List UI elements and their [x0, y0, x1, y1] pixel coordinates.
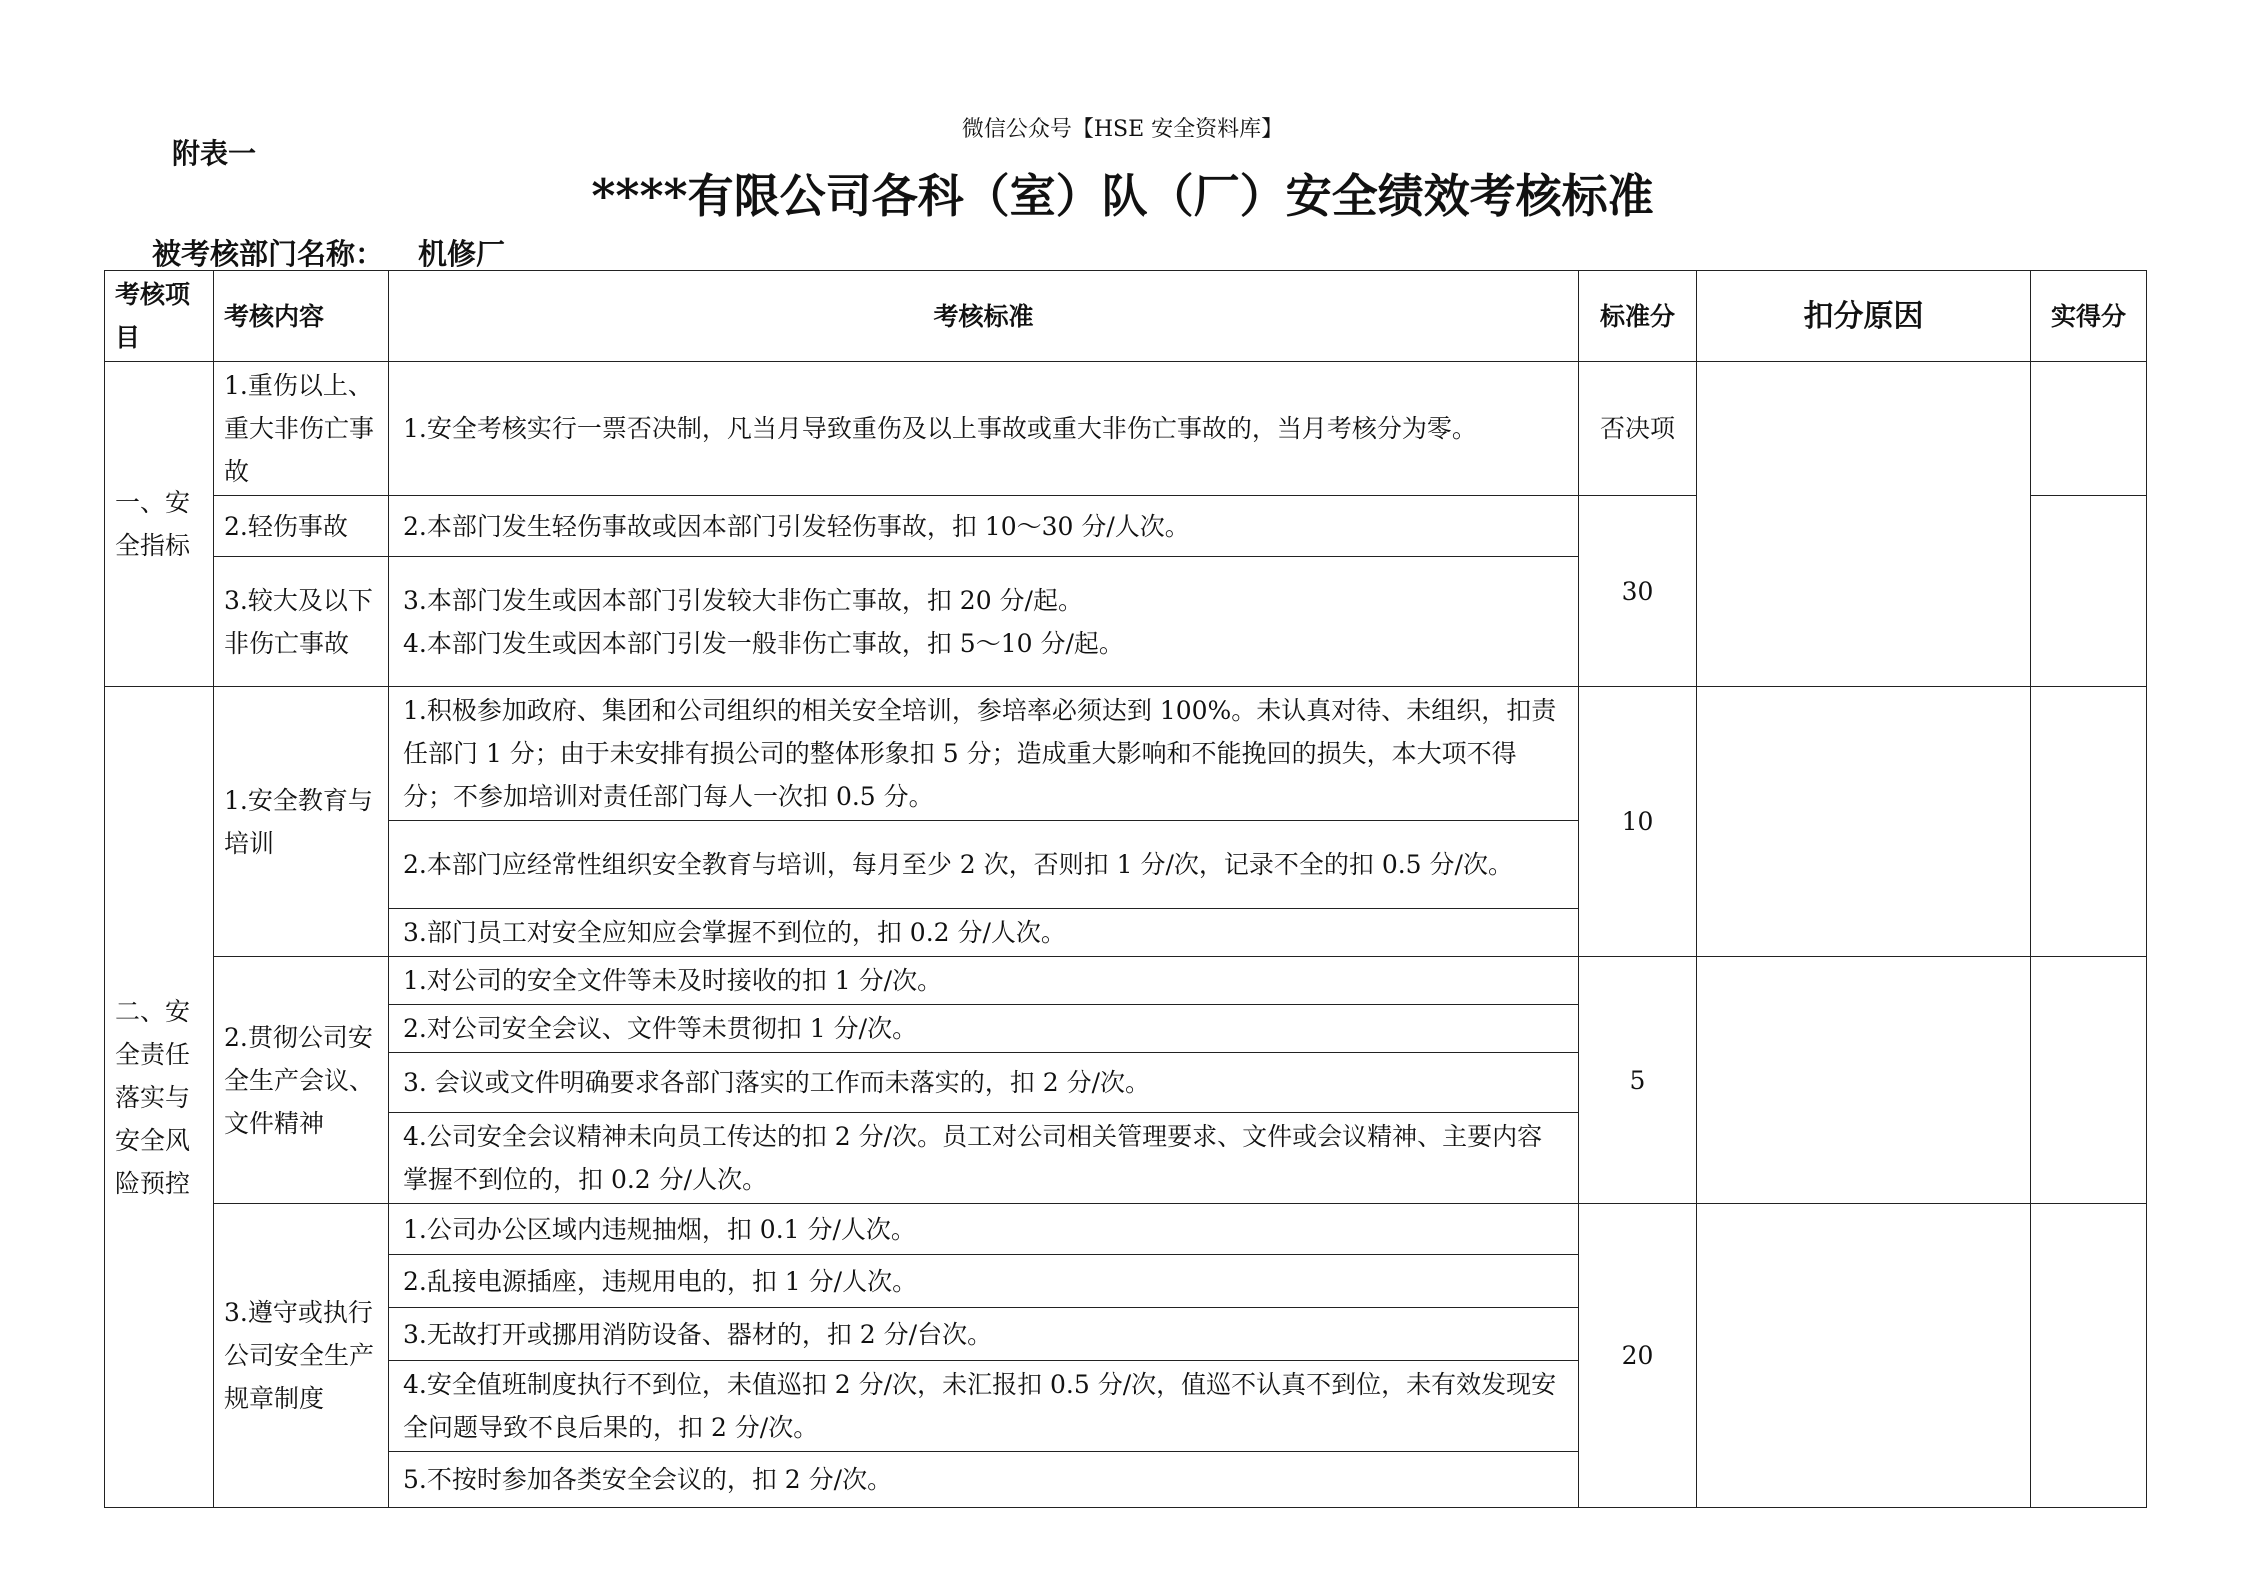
table-row — [105, 362, 2147, 496]
table-row — [105, 1204, 2147, 1255]
standard-text: 2.乱接电源插座，违规用电的，扣 1 分/人次。 — [389, 1255, 1579, 1308]
standard-text: 3.无故打开或挪用消防设备、器材的，扣 2 分/台次。 — [389, 1308, 1579, 1361]
section-name: 二、安全责任落实与安全风险预控 — [105, 687, 214, 1508]
content-label: 2.贯彻公司安全生产会议、文件精神 — [214, 957, 389, 1204]
header-score: 标准分 — [1579, 271, 1697, 362]
content-label: 3.较大及以下非伤亡事故 — [214, 557, 389, 687]
standard-score: 20 — [1579, 1204, 1697, 1508]
department-line — [152, 232, 505, 273]
content-label: 1.安全教育与培训 — [214, 687, 389, 957]
actual-score-cell — [2031, 957, 2147, 1204]
standard-text: 2.本部门发生轻伤事故或因本部门引发轻伤事故，扣 10～30 分/人次。 — [389, 496, 1579, 557]
standard-text: 2.对公司安全会议、文件等未贯彻扣 1 分/次。 — [389, 1005, 1579, 1053]
content-label: 2.轻伤事故 — [214, 496, 389, 557]
header-row — [105, 271, 2147, 362]
deduction-reason-cell — [1697, 1204, 2031, 1508]
standard-text: 4.安全值班制度执行不到位，未值巡扣 2 分/次，未汇报扣 0.5 分/次，值巡不认真不到位，未有效发现安全问题导致不良后果的，扣 2 分/次。 — [389, 1361, 1579, 1452]
deduction-reason-cell — [1697, 362, 2031, 687]
standard-score: 10 — [1579, 687, 1697, 957]
table-row — [105, 687, 2147, 821]
header-actual: 实得分 — [2031, 271, 2147, 362]
deduction-reason-cell — [1697, 957, 2031, 1204]
section-name: 一、安全指标 — [105, 362, 214, 687]
watermark-text: 微信公众号【HSE 安全资料库】 — [961, 117, 1284, 142]
standard-text: 1.对公司的安全文件等未及时接收的扣 1 分/次。 — [389, 957, 1579, 1005]
standard-line: 3.本部门发生或因本部门引发较大非伤亡事故，扣 20 分/起。 — [403, 585, 1083, 615]
attachment-label: 附表一 — [172, 137, 257, 170]
header-standard: 考核标准 — [389, 271, 1579, 362]
standard-text: 4.公司安全会议精神未向员工传达的扣 2 分/次。员工对公司相关管理要求、文件或会议精神、主要内容掌握不到位的，扣 0.2 分/人次。 — [389, 1113, 1579, 1204]
page-title: ****有限公司各科（室）队（厂）安全绩效考核标准 — [591, 169, 1654, 223]
actual-score-cell — [2031, 362, 2147, 496]
standard-text: 1.公司办公区域内违规抽烟，扣 0.1 分/人次。 — [389, 1204, 1579, 1255]
department-label: 被考核部门名称： — [152, 237, 385, 271]
standard-text — [389, 557, 1579, 687]
standard-text: 2.本部门应经常性组织安全教育与培训，每月至少 2 次，否则扣 1 分/次，记录不全的扣 0.5 分/次。 — [389, 821, 1579, 909]
header-content: 考核内容 — [214, 271, 389, 362]
deduction-reason-cell — [1697, 687, 2031, 957]
standard-score: 否决项 — [1579, 362, 1697, 496]
assessment-table — [104, 270, 2147, 1508]
standard-score: 5 — [1579, 957, 1697, 1204]
content-label: 3.遵守或执行公司安全生产规章制度 — [214, 1204, 389, 1508]
standard-text: 3. 会议或文件明确要求各部门落实的工作而未落实的，扣 2 分/次。 — [389, 1053, 1579, 1113]
actual-score-cell — [2031, 687, 2147, 957]
standard-text: 5.不按时参加各类安全会议的，扣 2 分/次。 — [389, 1452, 1579, 1508]
actual-score-cell — [2031, 496, 2147, 687]
content-label: 1.重伤以上、重大非伤亡事故 — [214, 362, 389, 496]
standard-line: 4.本部门发生或因本部门引发一般非伤亡事故，扣 5～10 分/起。 — [403, 628, 1124, 658]
standard-text: 1.积极参加政府、集团和公司组织的相关安全培训，参培率必须达到 100%。未认真对待、未组织，扣责任部门 1 分；由于未安排有损公司的整体形象扣 5 分；造成重大影响和不能挽回的损失，本大项不得分；不参加培训对责任部门每人一次扣 0.5 分。 — [389, 687, 1579, 821]
standard-text: 3.部门员工对安全应知应会掌握不到位的，扣 0.2 分/人次。 — [389, 909, 1579, 957]
table-row — [105, 957, 2147, 1005]
standard-text: 1.安全考核实行一票否决制，凡当月导致重伤及以上事故或重大非伤亡事故的，当月考核分为零。 — [389, 362, 1579, 496]
department-name: 机修厂 — [418, 237, 506, 271]
header-item: 考核项目 — [105, 271, 214, 362]
header-reason: 扣分原因 — [1697, 271, 2031, 362]
standard-score: 30 — [1579, 496, 1697, 687]
actual-score-cell — [2031, 1204, 2147, 1508]
